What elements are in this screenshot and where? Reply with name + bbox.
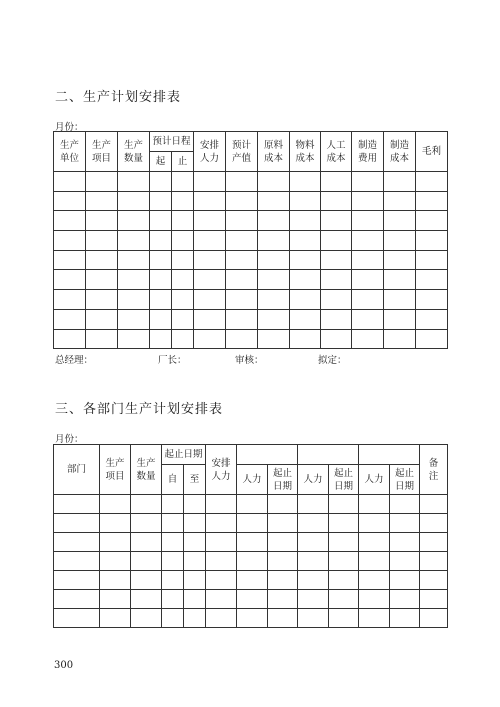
table-cell[interactable] [237, 590, 268, 609]
table-cell[interactable] [384, 191, 416, 211]
table-row [54, 571, 448, 590]
table-cell[interactable] [194, 309, 226, 329]
table-cell[interactable] [416, 191, 448, 211]
table-cell[interactable] [258, 191, 290, 211]
table-cell[interactable] [131, 495, 162, 514]
header-from: 自 [162, 465, 184, 495]
table-cell[interactable] [118, 211, 150, 231]
table-cell[interactable] [150, 172, 172, 192]
table-cell[interactable] [416, 309, 448, 329]
table-cell[interactable] [384, 231, 416, 251]
table-cell[interactable] [118, 290, 150, 310]
table-cell[interactable] [100, 571, 131, 590]
table-cell[interactable] [54, 571, 100, 590]
table-cell[interactable] [162, 533, 184, 552]
table-cell[interactable] [359, 590, 390, 609]
header-g3-dates: 起止 日期 [390, 465, 420, 495]
table-cell[interactable] [384, 211, 416, 231]
table-cell[interactable] [352, 231, 384, 251]
table-cell[interactable] [321, 290, 352, 310]
table-cell[interactable] [420, 514, 448, 533]
table-cell[interactable] [172, 270, 194, 290]
table-cell[interactable] [206, 571, 237, 590]
header-production-item: 生产 项目 [100, 445, 131, 495]
table-cell[interactable] [416, 290, 448, 310]
table-cell[interactable] [268, 533, 298, 552]
table-cell[interactable] [150, 191, 172, 211]
table-cell[interactable] [54, 514, 100, 533]
table-cell[interactable] [118, 191, 150, 211]
table-cell[interactable] [416, 211, 448, 231]
table-cell[interactable] [194, 231, 226, 251]
table-cell[interactable] [184, 552, 206, 571]
table-cell[interactable] [416, 250, 448, 270]
table-row [54, 609, 448, 628]
table-cell[interactable] [237, 571, 268, 590]
table-cell[interactable] [184, 571, 206, 590]
header-g3-labor: 人力 [359, 465, 390, 495]
table-cell[interactable] [206, 609, 237, 628]
table-cell[interactable] [290, 211, 321, 231]
table-row [54, 329, 448, 349]
table-cell[interactable] [298, 590, 329, 609]
table-cell[interactable] [118, 329, 150, 349]
table-cell[interactable] [100, 609, 131, 628]
table-cell[interactable] [86, 191, 118, 211]
table-cell[interactable] [226, 309, 258, 329]
table-cell[interactable] [54, 290, 86, 310]
table-cell[interactable] [390, 590, 420, 609]
table-cell[interactable] [162, 571, 184, 590]
table-cell[interactable] [384, 172, 416, 192]
table-cell[interactable] [118, 231, 150, 251]
header-group-2 [298, 445, 359, 465]
table-cell[interactable] [54, 172, 86, 192]
table-cell[interactable] [54, 533, 100, 552]
table-row [54, 495, 448, 514]
table-cell[interactable] [268, 552, 298, 571]
table-cell[interactable] [131, 590, 162, 609]
table-cell[interactable] [321, 231, 352, 251]
header-to: 至 [184, 465, 206, 495]
table-cell[interactable] [390, 552, 420, 571]
table-cell[interactable] [420, 552, 448, 571]
table-cell[interactable] [226, 270, 258, 290]
table-cell[interactable] [359, 609, 390, 628]
header-expected-value: 预计 产值 [226, 132, 258, 172]
table-cell[interactable] [384, 250, 416, 270]
table-cell[interactable] [321, 329, 352, 349]
table-cell[interactable] [258, 250, 290, 270]
table-cell[interactable] [329, 514, 359, 533]
table-cell[interactable] [416, 329, 448, 349]
header-g2-dates: 起止 日期 [329, 465, 359, 495]
production-plan-table [53, 131, 448, 349]
table-cell[interactable] [268, 609, 298, 628]
table-cell[interactable] [298, 514, 329, 533]
table-row [54, 191, 448, 211]
table-cell[interactable] [420, 495, 448, 514]
table-cell[interactable] [321, 309, 352, 329]
table-cell[interactable] [420, 609, 448, 628]
table-row [54, 270, 448, 290]
table-cell[interactable] [54, 270, 86, 290]
table-cell[interactable] [86, 329, 118, 349]
table-cell[interactable] [172, 329, 194, 349]
section2-title: 二、生产计划安排表 [55, 90, 182, 105]
table-cell[interactable] [384, 270, 416, 290]
table-cell[interactable] [298, 495, 329, 514]
table-cell[interactable] [131, 609, 162, 628]
table-cell[interactable] [172, 191, 194, 211]
table-cell[interactable] [290, 309, 321, 329]
table-cell[interactable] [290, 329, 321, 349]
table-cell[interactable] [194, 290, 226, 310]
table-cell[interactable] [194, 172, 226, 192]
table-cell[interactable] [390, 609, 420, 628]
table-cell[interactable] [194, 191, 226, 211]
table-cell[interactable] [384, 309, 416, 329]
signature-factory-director: 厂长： [158, 355, 187, 366]
table-cell[interactable] [298, 552, 329, 571]
table-cell[interactable] [162, 590, 184, 609]
table-row [54, 290, 448, 310]
header-gross-profit: 毛利 [416, 132, 448, 172]
table-row [54, 533, 448, 552]
table-cell[interactable] [298, 571, 329, 590]
table-cell[interactable] [290, 250, 321, 270]
table-cell[interactable] [54, 329, 86, 349]
table-cell[interactable] [206, 552, 237, 571]
table-cell[interactable] [352, 172, 384, 192]
header-g1-dates: 起止 日期 [268, 465, 298, 495]
table-cell[interactable] [258, 329, 290, 349]
table-cell[interactable] [298, 609, 329, 628]
table-cell[interactable] [321, 172, 352, 192]
table-cell[interactable] [162, 514, 184, 533]
table-cell[interactable] [352, 250, 384, 270]
table-cell[interactable] [150, 309, 172, 329]
table-cell[interactable] [420, 590, 448, 609]
header-mfg-cost: 制造 成本 [384, 132, 416, 172]
table-cell[interactable] [359, 495, 390, 514]
table-cell[interactable] [86, 231, 118, 251]
table-cell[interactable] [86, 172, 118, 192]
table-cell[interactable] [172, 172, 194, 192]
header-department: 部门 [54, 445, 100, 495]
table-cell[interactable] [352, 270, 384, 290]
table-cell[interactable] [162, 552, 184, 571]
table-cell[interactable] [390, 514, 420, 533]
table-cell[interactable] [184, 609, 206, 628]
table-row [54, 250, 448, 270]
table-cell[interactable] [359, 571, 390, 590]
header-production-item: 生产 项目 [86, 132, 118, 172]
table-cell[interactable] [258, 309, 290, 329]
table-cell[interactable] [237, 609, 268, 628]
table-cell[interactable] [86, 309, 118, 329]
table-cell[interactable] [194, 211, 226, 231]
table-cell[interactable] [329, 552, 359, 571]
table-cell[interactable] [290, 191, 321, 211]
section3-title: 三、各部门生产计划安排表 [55, 402, 224, 417]
signature-draft: 拟定： [318, 355, 347, 366]
table-cell[interactable] [206, 495, 237, 514]
table-cell[interactable] [329, 495, 359, 514]
page-number: 300 [54, 660, 74, 671]
table-cell[interactable] [172, 231, 194, 251]
header-period: 起止日期 [162, 445, 206, 465]
table-row [54, 211, 448, 231]
table-row [54, 552, 448, 571]
table-cell[interactable] [118, 172, 150, 192]
table-cell[interactable] [86, 270, 118, 290]
table-cell[interactable] [352, 309, 384, 329]
table-cell[interactable] [258, 172, 290, 192]
header-labor: 安排 人力 [206, 445, 237, 495]
header-remarks: 备 注 [420, 445, 448, 495]
table-cell[interactable] [226, 250, 258, 270]
table-cell[interactable] [100, 495, 131, 514]
table-row [54, 172, 448, 192]
table-row [54, 514, 448, 533]
table-cell[interactable] [150, 250, 172, 270]
table-cell[interactable] [268, 590, 298, 609]
table-cell[interactable] [54, 590, 100, 609]
table-cell[interactable] [329, 533, 359, 552]
header-group-3 [359, 445, 420, 465]
table-cell[interactable] [86, 290, 118, 310]
table-cell[interactable] [390, 571, 420, 590]
table-cell[interactable] [298, 533, 329, 552]
table-cell[interactable] [131, 571, 162, 590]
department-plan-table [53, 444, 448, 628]
table-cell[interactable] [384, 290, 416, 310]
table-cell[interactable] [329, 609, 359, 628]
signature-review: 审核： [235, 355, 264, 366]
table-cell[interactable] [416, 172, 448, 192]
table-cell[interactable] [162, 495, 184, 514]
header-material-cost: 物料 成本 [290, 132, 321, 172]
table-cell[interactable] [359, 533, 390, 552]
table-cell[interactable] [86, 211, 118, 231]
table-cell[interactable] [150, 290, 172, 310]
header-schedule: 预计日程 [150, 132, 194, 152]
table-cell[interactable] [184, 590, 206, 609]
table-cell[interactable] [226, 290, 258, 310]
signature-gm: 总经理： [55, 355, 94, 366]
table-cell[interactable] [237, 552, 268, 571]
table-cell[interactable] [226, 329, 258, 349]
table-cell[interactable] [150, 329, 172, 349]
table-cell[interactable] [172, 290, 194, 310]
table-cell[interactable] [54, 191, 86, 211]
table-cell[interactable] [290, 290, 321, 310]
table-cell[interactable] [54, 495, 100, 514]
table-cell[interactable] [206, 514, 237, 533]
table-cell[interactable] [150, 231, 172, 251]
table-cell[interactable] [321, 250, 352, 270]
table-cell[interactable] [420, 533, 448, 552]
section2-month-label: 月份： [55, 122, 84, 133]
table-cell[interactable] [172, 309, 194, 329]
header-production-qty: 生产 数量 [131, 445, 162, 495]
table-cell[interactable] [206, 533, 237, 552]
table-cell[interactable] [384, 329, 416, 349]
table-cell[interactable] [420, 571, 448, 590]
table-row [54, 309, 448, 329]
table-cell[interactable] [258, 270, 290, 290]
table-cell[interactable] [86, 250, 118, 270]
table-cell[interactable] [416, 231, 448, 251]
table-cell[interactable] [194, 329, 226, 349]
table-row [54, 231, 448, 251]
table-cell[interactable] [359, 552, 390, 571]
table-cell[interactable] [321, 191, 352, 211]
table-cell[interactable] [226, 172, 258, 192]
table-cell[interactable] [237, 533, 268, 552]
table-row [54, 590, 448, 609]
table-cell[interactable] [390, 495, 420, 514]
table-cell[interactable] [118, 270, 150, 290]
table-cell[interactable] [359, 514, 390, 533]
table-cell[interactable] [54, 250, 86, 270]
header-group-1 [237, 445, 298, 465]
section3-month-label: 月份： [55, 434, 84, 445]
table-cell[interactable] [290, 172, 321, 192]
table-cell[interactable] [290, 270, 321, 290]
table-cell[interactable] [131, 533, 162, 552]
header-g1-labor: 人力 [237, 465, 268, 495]
table-cell[interactable] [100, 533, 131, 552]
table-cell[interactable] [54, 609, 100, 628]
table-cell[interactable] [172, 211, 194, 231]
table-cell[interactable] [258, 290, 290, 310]
table-cell[interactable] [131, 514, 162, 533]
table-cell[interactable] [352, 329, 384, 349]
header-g2-labor: 人力 [298, 465, 329, 495]
header-production-qty: 生产 数量 [118, 132, 150, 172]
table-cell[interactable] [172, 250, 194, 270]
table-cell[interactable] [100, 514, 131, 533]
table-cell[interactable] [226, 231, 258, 251]
table-cell[interactable] [118, 250, 150, 270]
table-cell[interactable] [150, 211, 172, 231]
table-cell[interactable] [321, 211, 352, 231]
table-cell[interactable] [390, 533, 420, 552]
table-cell[interactable] [268, 571, 298, 590]
table-cell[interactable] [352, 211, 384, 231]
table-cell[interactable] [258, 211, 290, 231]
table-cell[interactable] [118, 309, 150, 329]
header-raw-cost: 原料 成本 [258, 132, 290, 172]
header-start: 起 [150, 152, 172, 172]
table-cell[interactable] [206, 590, 237, 609]
table-cell[interactable] [194, 250, 226, 270]
header-labor: 安排 人力 [194, 132, 226, 172]
table-cell[interactable] [329, 571, 359, 590]
table-cell[interactable] [268, 514, 298, 533]
header-production-unit: 生产 单位 [54, 132, 86, 172]
table-cell[interactable] [100, 590, 131, 609]
table-cell[interactable] [237, 514, 268, 533]
table-cell[interactable] [321, 270, 352, 290]
table-cell[interactable] [54, 231, 86, 251]
table-cell[interactable] [258, 231, 290, 251]
table-cell[interactable] [150, 270, 172, 290]
table-cell[interactable] [237, 495, 268, 514]
table-cell[interactable] [162, 609, 184, 628]
table-cell[interactable] [226, 211, 258, 231]
table-cell[interactable] [54, 309, 86, 329]
table-cell[interactable] [54, 552, 100, 571]
table-cell[interactable] [290, 231, 321, 251]
table-cell[interactable] [352, 191, 384, 211]
table-cell[interactable] [329, 590, 359, 609]
table-cell[interactable] [352, 290, 384, 310]
header-mfg-expense: 制造 费用 [352, 132, 384, 172]
header-end: 止 [172, 152, 194, 172]
table-cell[interactable] [184, 495, 206, 514]
table-cell[interactable] [131, 552, 162, 571]
table-cell[interactable] [184, 533, 206, 552]
table-cell[interactable] [268, 495, 298, 514]
table-cell[interactable] [100, 552, 131, 571]
table-cell[interactable] [416, 270, 448, 290]
table-cell[interactable] [194, 270, 226, 290]
table-cell[interactable] [54, 211, 86, 231]
header-labor-cost: 人工 成本 [321, 132, 352, 172]
table-cell[interactable] [184, 514, 206, 533]
table-cell[interactable] [226, 191, 258, 211]
